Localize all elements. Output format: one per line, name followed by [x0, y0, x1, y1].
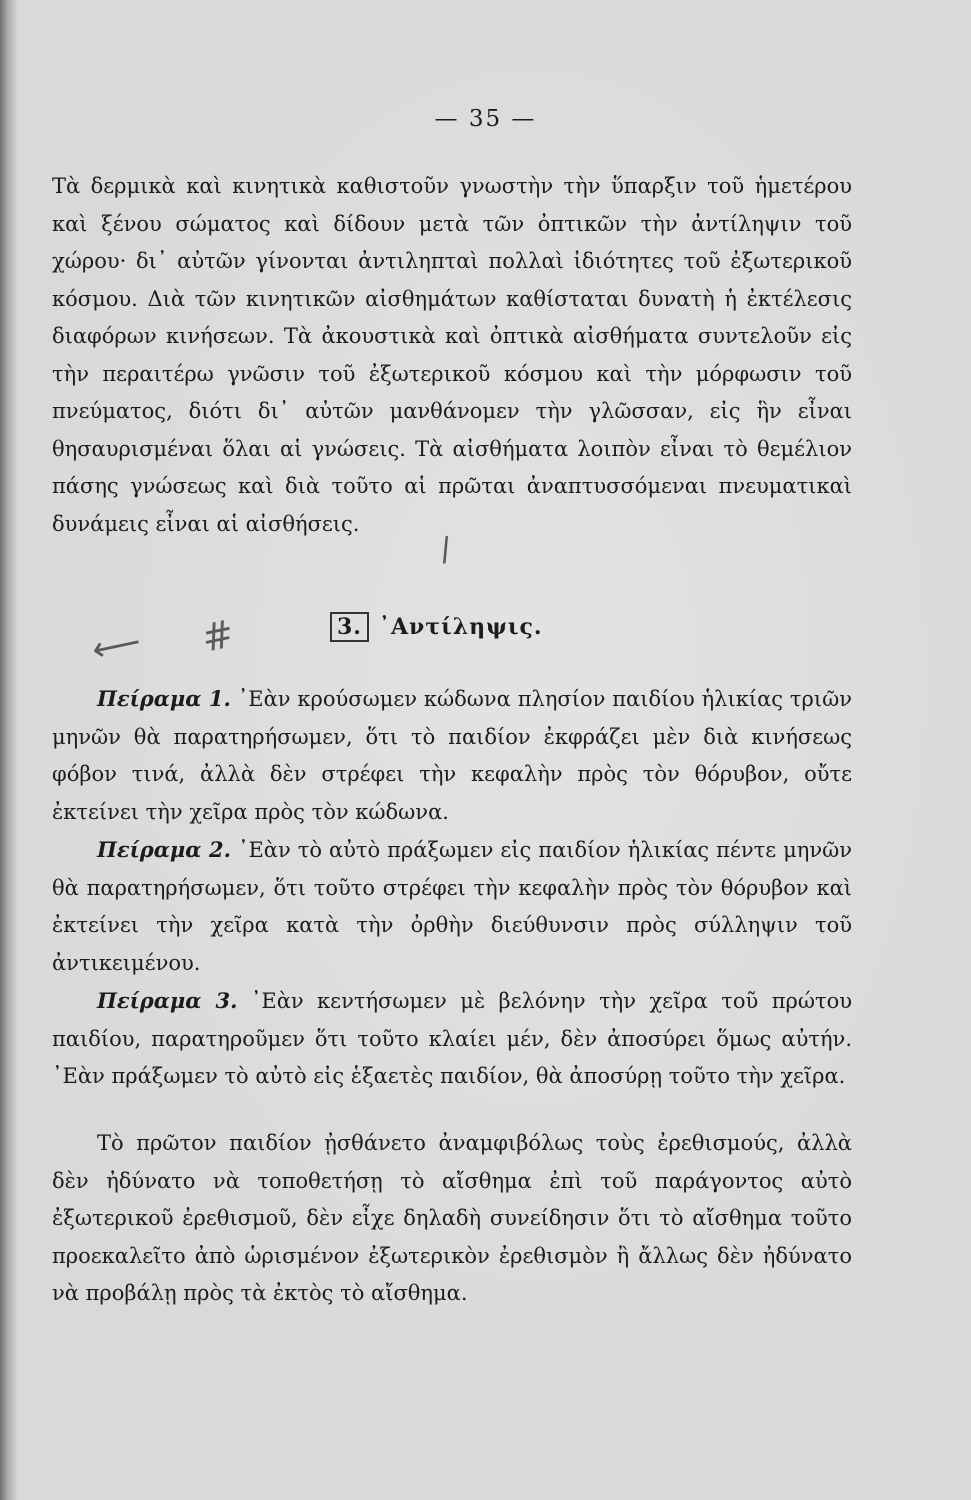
experiment-3-text: ᾿Εὰν κεντήσωμεν μὲ βελόνην τὴν χεῖρα τοῦ πρώτου παιδίου, παρατηροῦμεν ὅτι τοῦτο κλαίει μέν, δὲν ἀποσύρει ὅμως αὐτήν. ᾿Εὰν πράξωμεν τὸ αὐτὸ εἰς ἑξαετὲς παιδίον, θὰ ἀποσύρῃ τοῦτο τὴν χεῖρα.	[52, 989, 852, 1088]
section-title: ᾿Αντίληψις.	[378, 614, 543, 640]
spine-shadow	[0, 0, 18, 1500]
experiment-2-text: ᾿Εὰν τὸ αὐτὸ πράξωμεν εἰς παιδίον ἡλικίας πέντε μηνῶν θὰ παρατηρήσωμεν, ὅτι τοῦτο στρέφει τὴν κεφαλὴν πρὸς τὸν θόρυβον καὶ ἐκτείνει τὴν χεῖρα κατὰ τὴν ὀρθὴν διεύθυνσιν πρὸς σύλληψιν τοῦ ἀντικειμένου.	[52, 838, 852, 975]
experiment-1-text: ᾿Εὰν κρούσωμεν κώδωνα πλησίον παιδίου ἡλικίας τριῶν μηνῶν θὰ παρατηρήσωμεν, ὅτι τὸ παιδίον ἐκφράζει μὲν διὰ κινήσεως φόβον τινά, ἀλλὰ δὲν στρέφει τὴν κεφαλὴν πρὸς τὸν θόρυβον, οὔτε ἐκτείνει τὴν χεῖρα πρὸς τὸν κώδωνα.	[52, 687, 852, 824]
pencil-mark-hash: #	[197, 611, 239, 661]
intro-paragraph-block	[52, 168, 852, 543]
page-number: — 35 —	[434, 106, 537, 132]
experiment-2	[52, 831, 852, 982]
paragraph-first-child: Τὸ πρῶτον παιδίον ᾐσθάνετο ἀναμφιβόλως τοὺς ἐρεθισμούς, ἀλλὰ δὲν ἠδύνατο νὰ τοποθετήσῃ τὸ αἴσθημα ἐπὶ τοῦ παράγοντος αὐτὸ ἐξωτερικοῦ ἐρεθισμοῦ, δὲν εἶχε δηλαδὴ συνείδησιν ὅτι τὸ αἴσθημα τοῦτο προεκαλεῖτο ἀπὸ ὡρισμένον ἐξωτερικὸν ἐρεθισμὸν ἢ ἄλλως δὲν ἠδύνατο νὰ προβάλῃ πρὸς τὰ ἐκτὸς τὸ αἴσθημα.	[52, 1131, 852, 1305]
paragraph-senses: Τὰ δερμικὰ καὶ κινητικὰ καθιστοῦν γνωστὴν τὴν ὕπαρξιν τοῦ ἡμετέρου καὶ ξένου σώματος καὶ δίδουν μετὰ τῶν ὀπτικῶν τὴν ἀντίληψιν τοῦ χώρου· δι᾽ αὐτῶν γίνονται ἀντιληπταὶ πολλαὶ ἰδιότητες τοῦ ἐξωτερικοῦ κόσμου. Διὰ τῶν κινητικῶν αἰσθημάτων καθίσταται δυνατὴ ἡ ἐκτέλεσις διαφόρων κινήσεων. Τὰ ἀκουστικὰ καὶ ὀπτικὰ αἰσθήματα συντελοῦν εἰς τὴν περαιτέρω γνῶσιν τοῦ ἐξωτερικοῦ κόσμου καὶ τὴν μόρφωσιν τοῦ πνεύματος, διότι δι᾽ αὐτῶν μανθάνομεν τὴν γλῶσσαν, εἰς ἣν εἶναι θησαυρισμέναι ὅλαι αἱ γνώσεις. Τὰ αἰσθήματα λοιπὸν εἶναι τὸ θεμέλιον πάσης γνώσεως καὶ διὰ τοῦτο αἱ πρῶται ἀναπτυσσόμεναι πνευματικαὶ δυνάμεις εἶναι αἱ αἰσθήσεις.	[52, 174, 852, 536]
experiment-2-label: Πείραμα 2.	[97, 837, 231, 862]
experiments-block	[52, 680, 852, 1096]
section-heading	[330, 612, 543, 642]
experiment-1-label: Πείραμα 1.	[97, 686, 231, 711]
experiment-3-label: Πείραμα 3.	[97, 988, 238, 1013]
pencil-mark-slash: /	[436, 529, 455, 569]
section-number: 3.	[330, 612, 369, 642]
experiment-1	[52, 680, 852, 831]
pencil-mark-arrow: ⟵	[88, 621, 145, 671]
conclusion-paragraph-block	[52, 1125, 852, 1313]
experiment-3	[52, 982, 852, 1096]
